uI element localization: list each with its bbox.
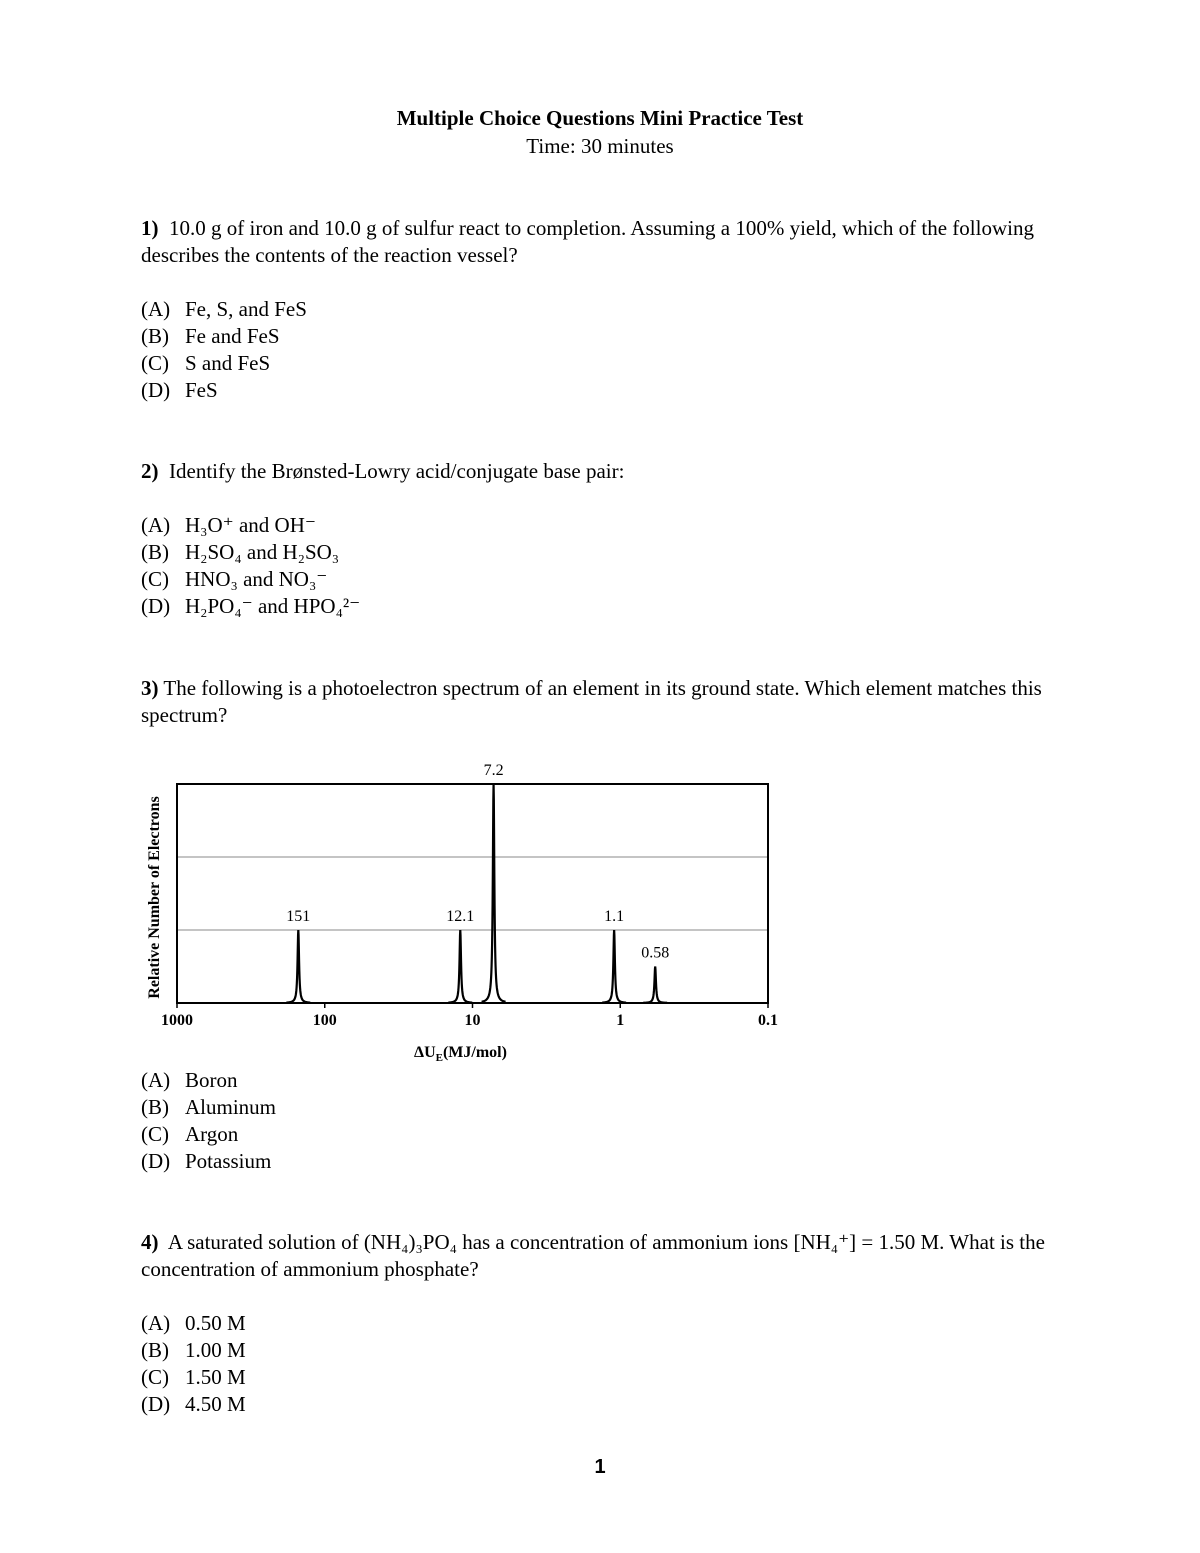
question-1-choices: [141, 296, 307, 404]
peak-line: [482, 784, 506, 1002]
peak-line: [448, 930, 472, 1003]
choice-d: (D) 4.50 M: [141, 1392, 246, 1416]
question-number: 4): [141, 1230, 159, 1254]
x-axis-label: $\Delta U_E(MJ/mol)$: [414, 1044, 507, 1064]
page-number: 1: [594, 1456, 606, 1478]
question-number: 2): [141, 459, 159, 483]
choice-a: (A) 0.50 M: [141, 1311, 246, 1335]
photoelectron-spectrum-chart: [140, 752, 800, 1072]
peak-label: 0.58: [641, 944, 670, 962]
x-tick-label: 1000: [161, 1012, 193, 1029]
page-title: Multiple Choice Questions Mini Practice Test: [396, 106, 804, 130]
question-text: Identify the Brønsted-Lowry acid/conjugate base pair:: [169, 459, 625, 483]
peak-line: [643, 967, 667, 1003]
x-tick-label: 100: [312, 1012, 337, 1029]
question-text: 10.0 g of iron and 10.0 g of sulfur react to completion. Assuming a 100% yield, which of the following describes the contents of the reaction vessel?: [141, 216, 1034, 267]
question-2: [141, 458, 1071, 485]
choice-a: (A) H₃O⁺ and OH⁻: [141, 513, 316, 537]
peak-label: 151: [286, 908, 311, 925]
peak-line: [286, 930, 310, 1003]
peak-label: 7.2: [483, 762, 504, 779]
y-axis-label: Relative Number of Electrons: [146, 796, 163, 999]
peak-label: 1.1: [604, 908, 625, 925]
question-number: 1): [141, 216, 159, 240]
question-2-choices: [141, 512, 360, 620]
choice-b: (B) Fe and FeS: [141, 324, 280, 348]
question-4-choices: [141, 1310, 246, 1418]
x-tick-label: 10: [464, 1012, 481, 1029]
question-number: 3): [141, 676, 159, 700]
plot-frame: [177, 784, 768, 1003]
x-tick-label: 1: [616, 1012, 625, 1029]
question-4: [141, 1229, 1071, 1283]
choice-b: (B) Aluminum: [141, 1095, 277, 1119]
choice-d: (D) FeS: [141, 378, 218, 402]
peak-line: [602, 930, 626, 1003]
question-text: A saturated solution of (NH₄)₃PO₄ has a concentration of ammonium ions [NH₄⁺] = 1.50 M. What is the concentration of ammonium phosphate?: [141, 1230, 1045, 1281]
question-1: [141, 215, 1071, 269]
choice-c: (C) 1.50 M: [141, 1365, 246, 1389]
choice-a: (A) Fe, S, and FeS: [141, 297, 307, 321]
choice-c: (C) HNO₃ and NO₃⁻: [141, 567, 328, 591]
question-3-choices: [141, 1067, 276, 1175]
choice-b: (B) 1.00 M: [141, 1338, 246, 1362]
choice-c: (C) S and FeS: [141, 351, 271, 375]
peak-label: 12.1: [446, 908, 475, 925]
question-text: The following is a photoelectron spectrum of an element in its ground state. Which element matches this spectrum?: [141, 676, 1042, 727]
choice-a: (A) Boron: [141, 1068, 238, 1092]
time-limit: Time: 30 minutes: [526, 134, 674, 158]
choice-c: (C) Argon: [141, 1122, 239, 1146]
x-tick-label: 0.1: [758, 1012, 778, 1029]
choice-d: (D) Potassium: [141, 1149, 272, 1173]
choice-b: (B) H₂SO₄ and H₂SO₃: [141, 540, 340, 564]
question-3: [141, 675, 1071, 729]
choice-d: (D) H₂PO₄⁻ and HPO₄²⁻: [141, 594, 361, 618]
